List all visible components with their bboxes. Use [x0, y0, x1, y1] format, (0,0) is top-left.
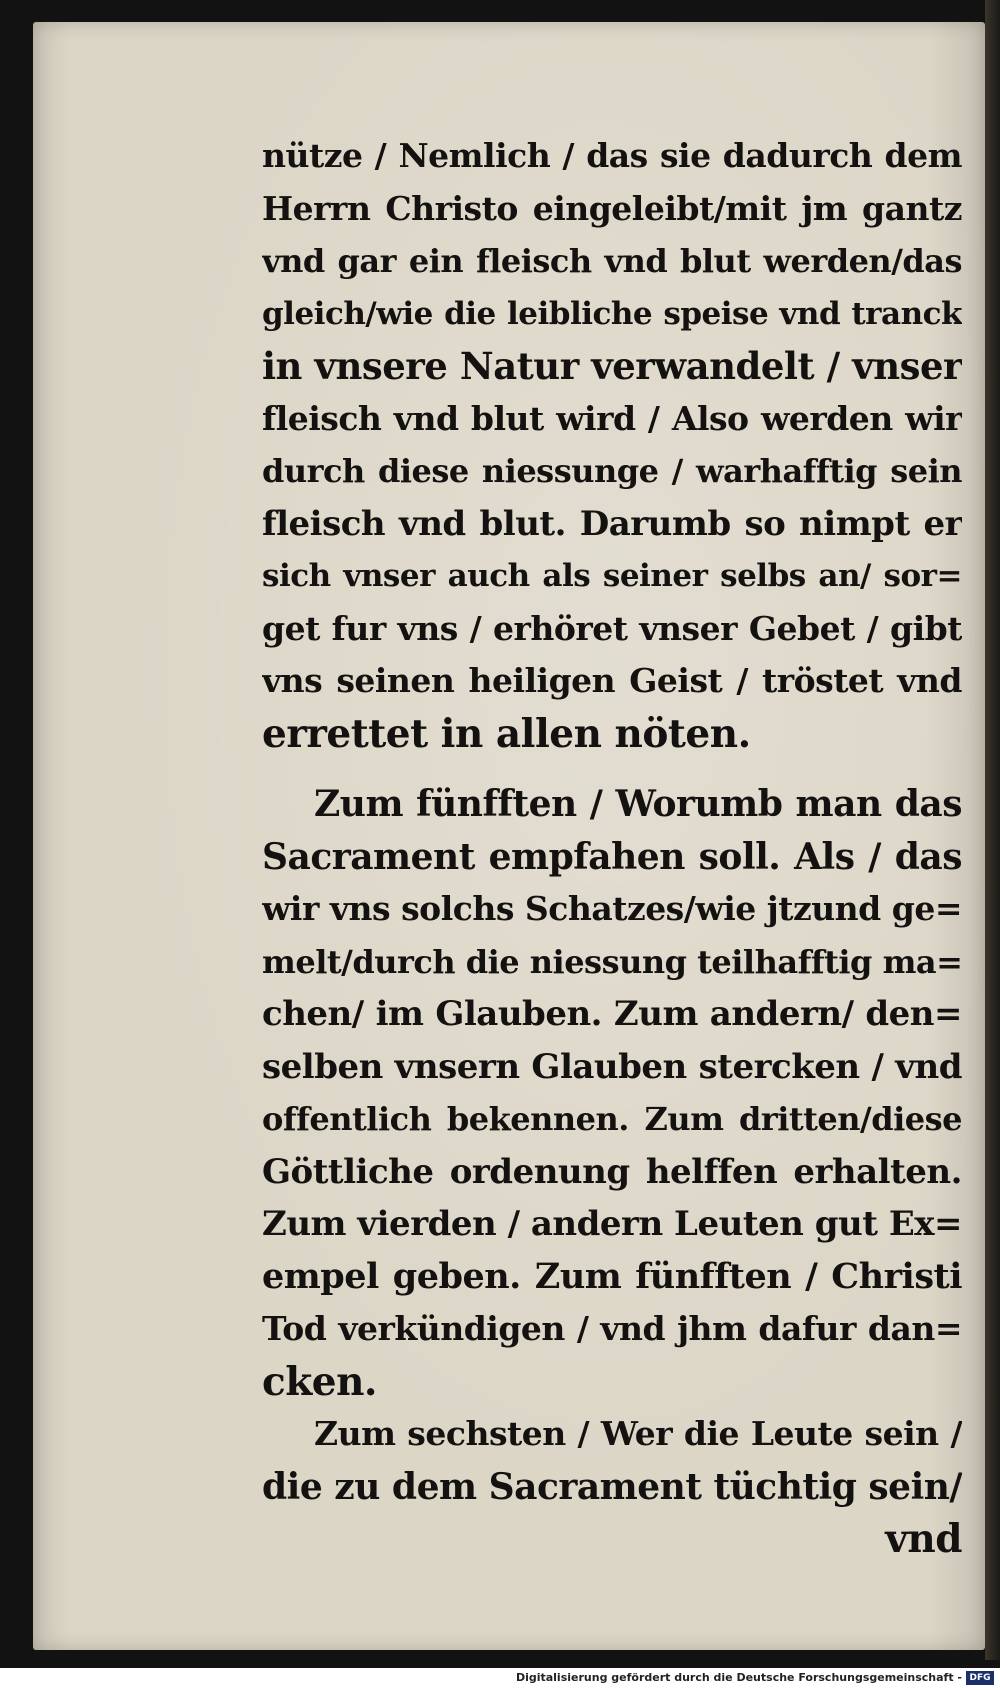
text-line: selben vnsern Glauben stercken / vnd — [262, 1046, 962, 1087]
text-line: cken. — [262, 1358, 378, 1405]
text-line: Zum sechsten / Wer die Leute sein / — [314, 1414, 962, 1453]
text-line: Zum vierden / andern Leuten gut Ex= — [262, 1204, 962, 1244]
text-line: offentlich bekennen. Zum dritten/diese — [262, 1100, 962, 1138]
text-line: vns seinen heiligen Geist / tröstet vnd — [262, 661, 962, 700]
text-line: Göttliche ordenung helffen erhalten. — [262, 1151, 962, 1192]
text-line: empel geben. Zum fünfften / Christi — [262, 1255, 962, 1297]
text-line: durch diese niessunge / warhafftig sein — [262, 452, 962, 490]
funding-credit: Digitalisierung gefördert durch die Deutsche Forschungsgemeinschaft - — [515, 1671, 962, 1684]
text-line: sich vnser auch als seiner selbs an/ sor= — [262, 558, 962, 594]
paragraph-gap — [262, 760, 962, 778]
text-line: Sacrament empfahen soll. Als / das — [262, 835, 962, 878]
text-line: vnd gar ein fleisch vnd blut werden/das — [262, 242, 962, 280]
text-line: errettet in allen nöten. — [262, 710, 751, 757]
text-line: Tod verkündigen / vnd jhm dafur dan= — [262, 1309, 962, 1348]
catchword: vnd — [885, 1516, 962, 1562]
book-spine-edge — [985, 0, 1000, 1660]
text-line: Herrn Christo eingeleibt/mit jm gantz — [262, 188, 962, 228]
text-line: in vnsere Natur verwandelt / vnser — [262, 344, 962, 388]
text-line: fleisch vnd blut. Darumb so nimpt er — [262, 503, 962, 544]
text-line: melt/durch die niessung teilhafftig ma= — [262, 942, 962, 981]
text-line: chen/ im Glauben. Zum andern/ den= — [262, 994, 962, 1034]
digitization-footer — [0, 1668, 1000, 1690]
text-line: gleich/wie die leibliche speise vnd tranck — [262, 295, 962, 332]
dfg-logo-icon: DFG — [966, 1671, 994, 1685]
text-line: nütze / Nemlich / das sie dadurch dem — [262, 136, 962, 175]
page-text-block — [262, 130, 962, 1566]
text-line: die zu dem Sacrament tüchtig sein/ — [262, 1465, 962, 1508]
text-line: Zum fünfften / Worumb man das — [314, 783, 962, 825]
text-line: fleisch vnd blut wird / Also werden wir — [262, 398, 962, 438]
text-line: get fur vns / erhöret vnser Gebet / gibt — [262, 608, 962, 648]
text-line: wir vns solchs Schatzes/wie jtzund ge= — [262, 889, 962, 928]
